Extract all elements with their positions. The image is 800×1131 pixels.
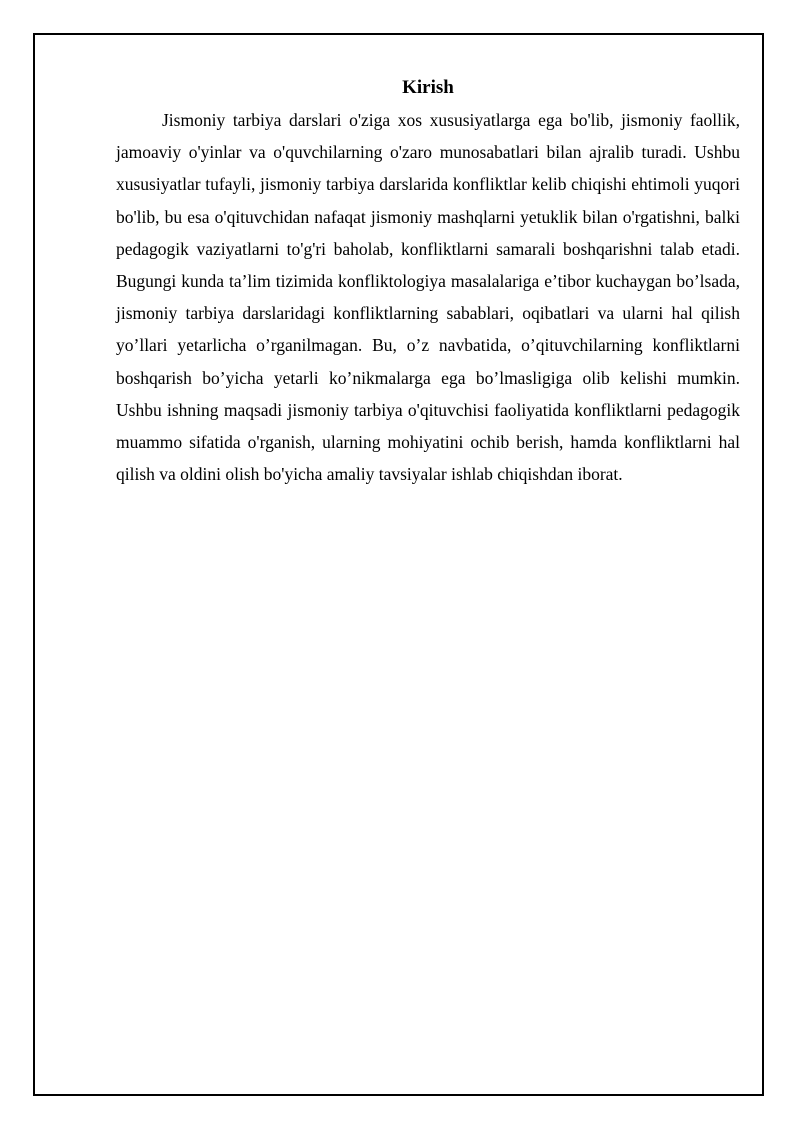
page-content [116, 74, 740, 490]
section-heading: Kirish [402, 77, 454, 98]
body-paragraph: Jismoniy tarbiya darslari o'ziga xos xususiyatlarga ega bo'lib, jismoniy faollik, jamoaviy o'yinlar va o'quvchilarning o'zaro munosabatlari bilan ajralib turadi. Ushbu xususiyatlar tufayli, jismoniy tarbiya darslarida konfliktlar kelib chiqishi ehtimoli yuqori bo'lib, bu esa o'qituvchidan nafaqat jismoniy mashqlarni yetuklik bilan o'rgatishni, balki pedagogik vaziyatlarni to'g'ri baholab, konfliktlarni samarali boshqarishni talab etadi. Bugungi kunda ta’lim tizimida konfliktologiya masalalariga e’tibor kuchaygan bo’lsada, jismoniy tarbiya darslaridagi konfliktlarning sabablari, oqibatlari va ularni hal qilish yo’llari yetarlicha o’rganilmagan. Bu, o’z navbatida, o’qituvchilarning konfliktlarni boshqarish bo’yicha yetarli ko’nikmalarga ega bo’lmasligiga olib kelishi mumkin. Ushbu ishning maqsadi jismoniy tarbiya o'qituvchisi faoliyatida konfliktlarni pedagogik muammo sifatida o'rganish, ularning mohiyatini ochib berish, hamda konfliktlarni hal qilish va oldini olish bo'yicha amaliy tavsiyalar ishlab chiqishdan iborat. [116, 110, 740, 485]
